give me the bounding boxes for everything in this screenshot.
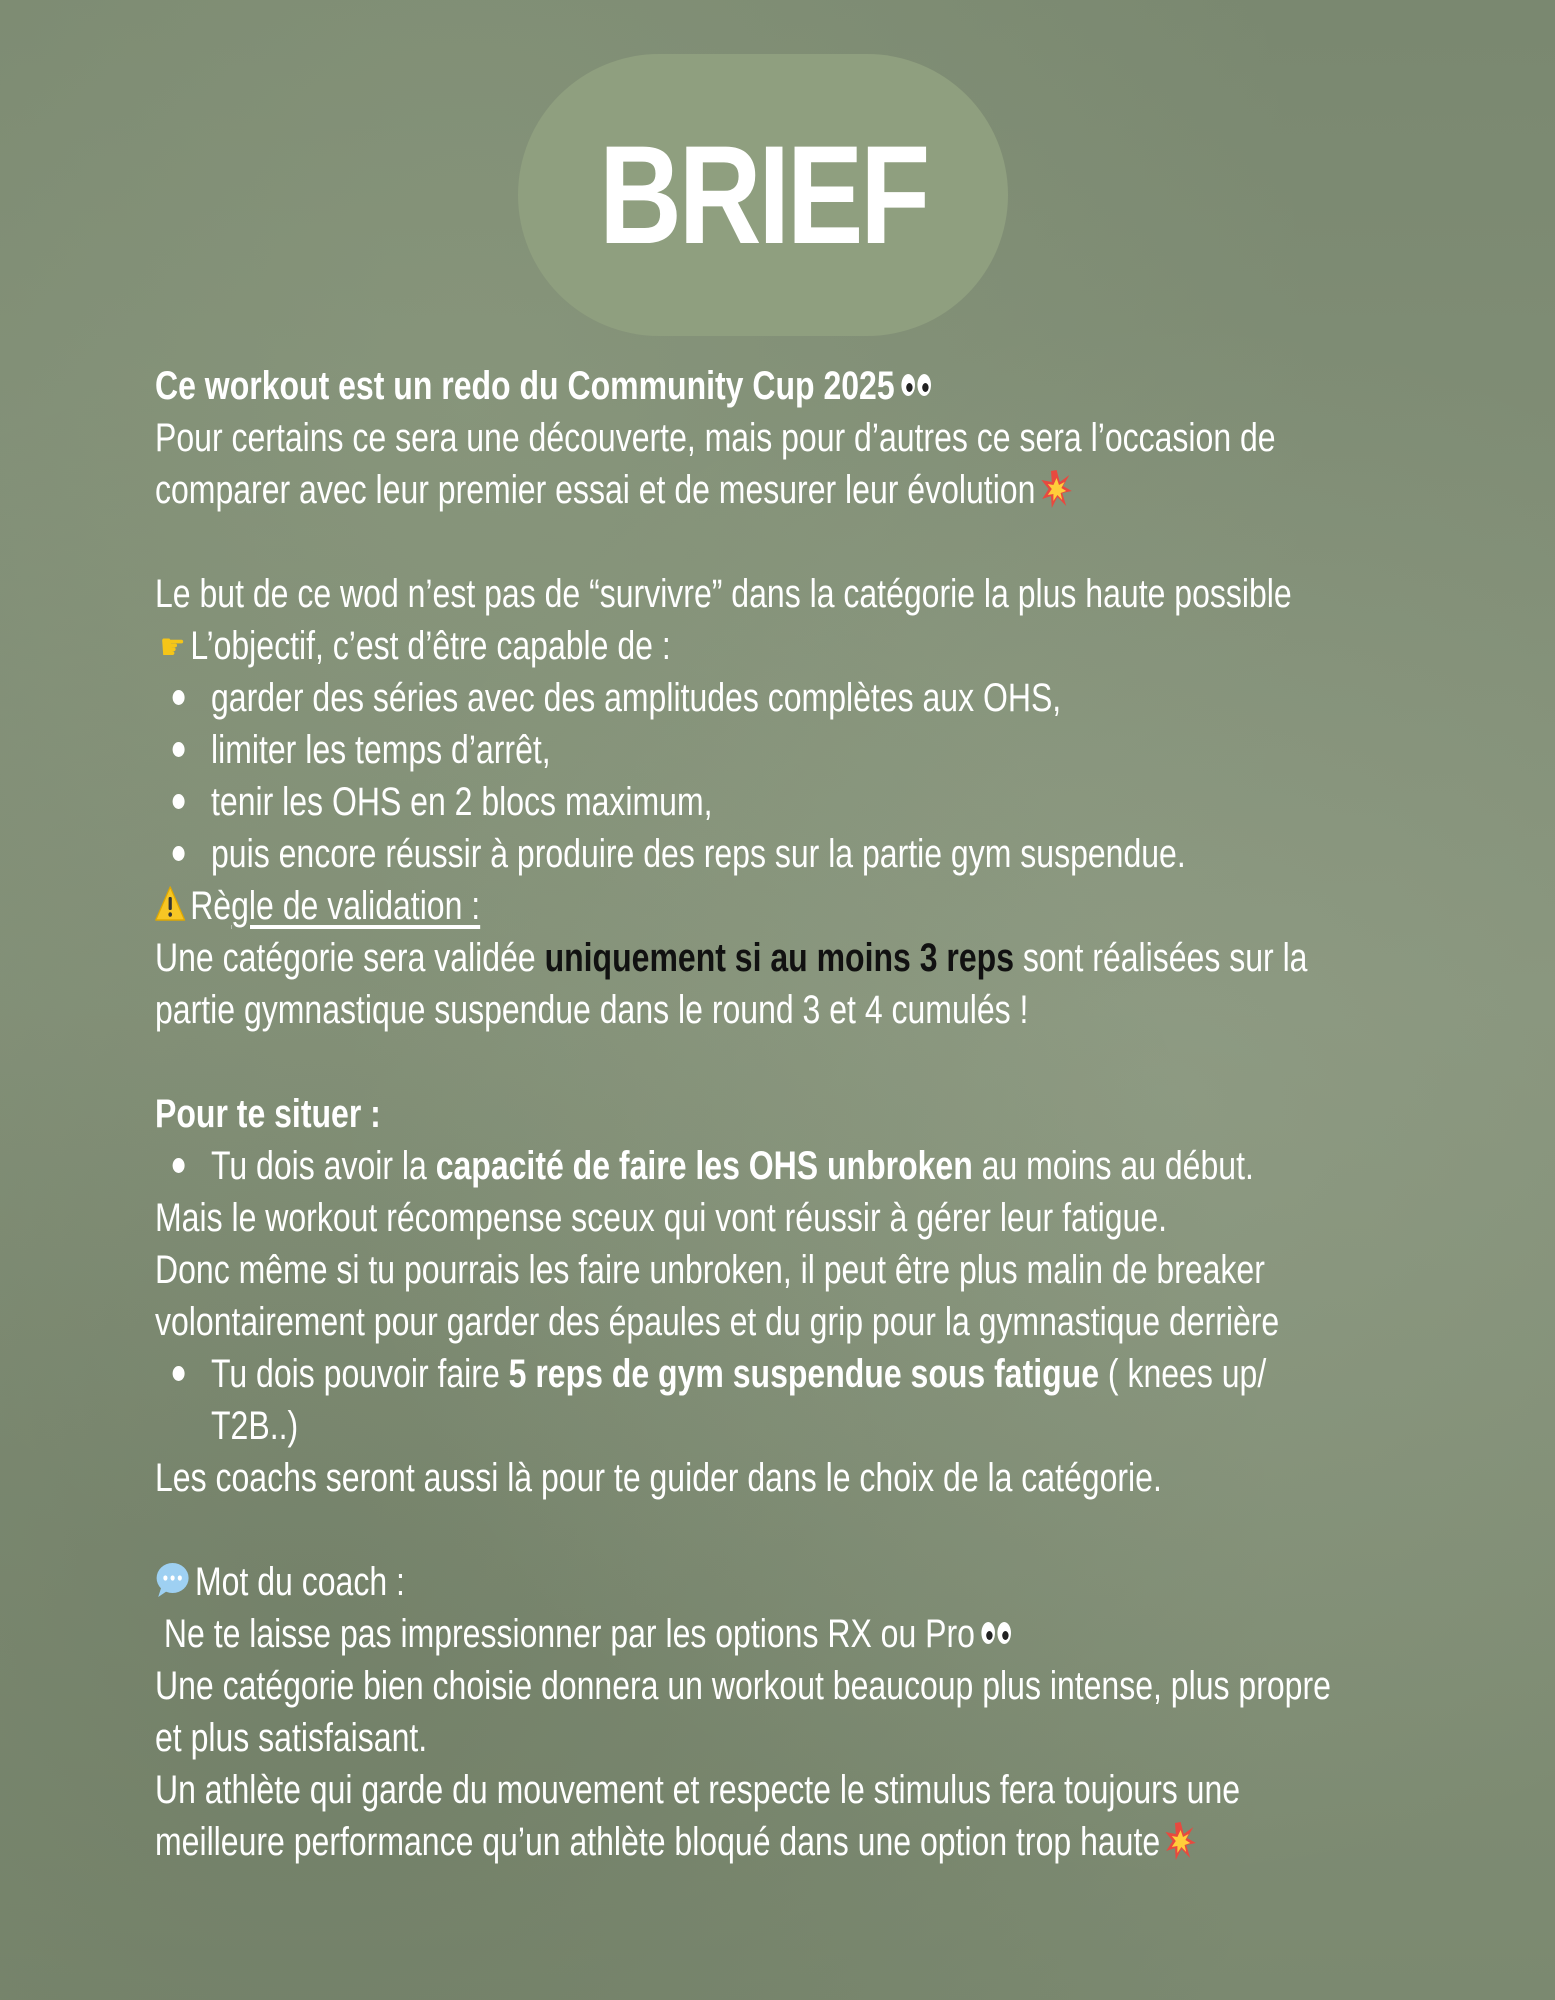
coach-line-1: Ne te laisse pas impressionner par les options RX ou Pro [155, 1608, 1171, 1660]
objective-text: L’objectif, c’est d’être capable de : [190, 624, 671, 668]
objective-line [155, 620, 1171, 672]
title-pill [518, 54, 1008, 336]
coach-line-3: et plus satisfaisant. [155, 1716, 428, 1760]
list-item-continuation: T2B..) [211, 1404, 299, 1448]
list-item: puis encore réussir à produire des reps sur la partie gym suspendue. [155, 828, 1171, 880]
intro-line-1: Pour certains ce sera une découverte, mais pour d’autres ce sera l’occasion de [155, 416, 1276, 460]
collision-icon [1040, 469, 1072, 509]
validation-heading-underlined: gle de validation : [231, 884, 481, 928]
coach-heading [155, 1556, 1171, 1608]
validation-heading [155, 880, 1171, 932]
intro-heading-line [155, 360, 1171, 412]
situate-line-3: volontairement pour garder des épaules et du grip pour la gymnastique derrière [155, 1300, 1280, 1344]
situate-line-2: Donc même si tu pourrais les faire unbroken, il peut être plus malin de breaker [155, 1248, 1265, 1292]
coach-line-5: meilleure performance qu’un athlète bloqué dans une option trop haute [155, 1816, 1171, 1868]
situate-line-1: Mais le workout récompense sceux qui vont réussir à gérer leur fatigue. [155, 1196, 1168, 1240]
coach-heading-text: Mot du coach : [195, 1560, 405, 1604]
intro-line-2 [155, 464, 1171, 516]
intro-line-2-text: comparer avec leur premier essai et de mesurer leur évolution [155, 468, 1036, 512]
list-item: garder des séries avec des amplitudes complètes aux OHS, [155, 672, 1171, 724]
speech-bubble-icon [155, 1561, 190, 1599]
list-item: tenir les OHS en 2 blocs maximum, [155, 776, 1171, 828]
intro-heading: Ce workout est un redo du Community Cup 2025 [155, 364, 895, 408]
coach-line-4: Un athlète qui garde du mouvement et respecte le stimulus fera toujours une [155, 1768, 1241, 1812]
list-item: limiter les temps d’arrêt, [155, 724, 1171, 776]
list-item: Tu dois avoir la capacité de faire les OHS unbroken au moins au début. [155, 1140, 1171, 1192]
situate-heading: Pour te situer : [155, 1092, 381, 1136]
page-title: BRIEF [599, 116, 927, 273]
coach-line-2: Une catégorie bien choisie donnera un workout beaucoup plus intense, plus propre [155, 1664, 1331, 1708]
situate-line-4: Les coachs seront aussi là pour te guider dans le choix de la catégorie. [155, 1456, 1162, 1500]
pointing-hand-icon: ☛ [159, 627, 186, 668]
brief-content [155, 360, 1425, 1868]
collision-icon [1165, 1821, 1197, 1861]
warning-icon [155, 886, 185, 922]
validation-emphasis: uniquement si au moins 3 reps [544, 936, 1014, 980]
list-item: Tu dois pouvoir faire 5 reps de gym suspendue sous fatigue ( knees up/ [155, 1348, 1171, 1400]
eyes-icon [981, 1622, 1011, 1644]
validation-heading-pre: Rè [190, 884, 232, 928]
goal-line-1: Le but de ce wod n’est pas de “survivre” dans la catégorie la plus haute possible [155, 572, 1292, 616]
validation-line-1: Une catégorie sera validée uniquement si au moins 3 reps sont réalisées sur la [155, 936, 1308, 980]
validation-line-2: partie gymnastique suspendue dans le round 3 et 4 cumulés ! [155, 988, 1029, 1032]
eyes-icon [901, 374, 931, 396]
